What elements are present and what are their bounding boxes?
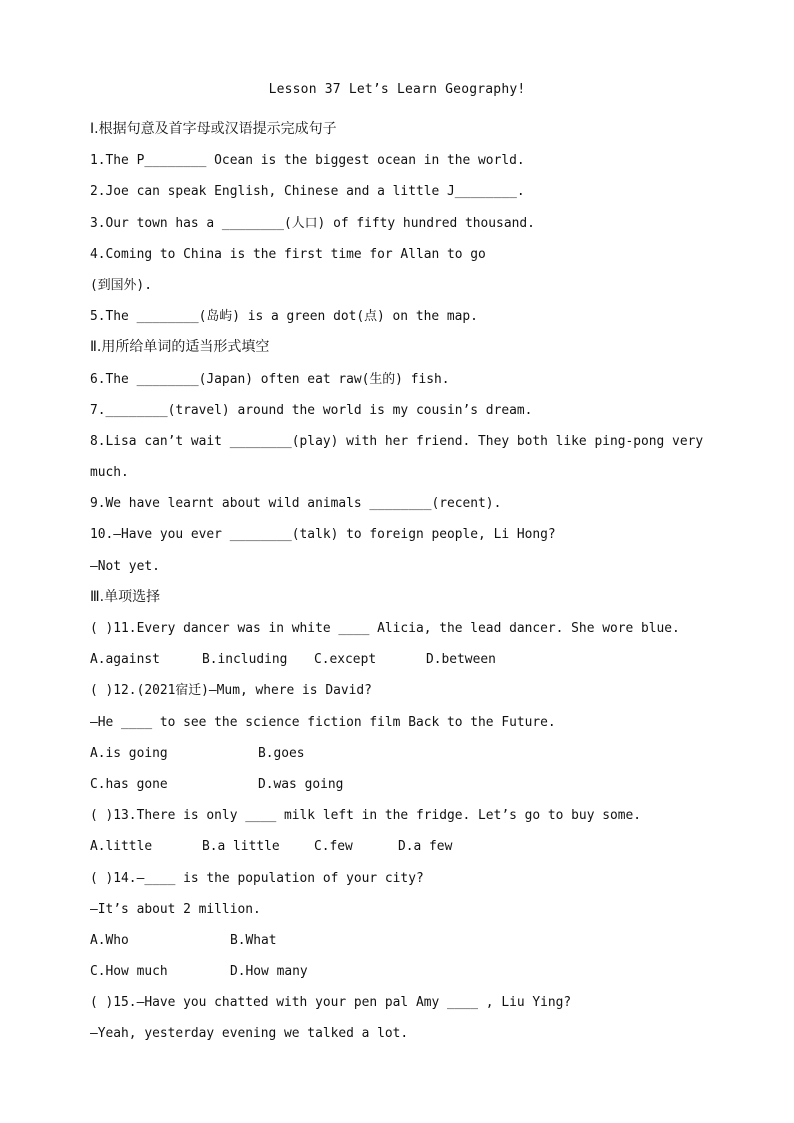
question-6: 6.The ________(Japan) often eat raw(生的) fish. bbox=[90, 371, 450, 387]
question-14-answer: —It’s about 2 million. bbox=[90, 901, 261, 917]
q12-option-b: B.goes bbox=[258, 745, 305, 761]
worksheet-body bbox=[90, 114, 730, 1050]
question-12: ( )12.(2021宿迁)—Mum, where is David? bbox=[90, 683, 372, 699]
page-title: Lesson 37 Let’s Learn Geography! bbox=[268, 82, 526, 97]
question-15: ( )15.—Have you chatted with your pen pal Amy ____ , Liu Ying? bbox=[90, 995, 572, 1011]
question-4: 4.Coming to China is the first time for Allan to go bbox=[90, 246, 486, 262]
question-14-options-row-1 bbox=[90, 925, 730, 956]
question-5: 5.The ________(岛屿) is a green dot(点) on the map. bbox=[90, 309, 478, 325]
question-8-continued: much. bbox=[90, 465, 129, 481]
q11-option-c: C.except bbox=[314, 652, 377, 668]
section-2-heading: Ⅱ.用所给单词的适当形式填空 bbox=[90, 339, 270, 356]
section-3-heading: Ⅲ.单项选择 bbox=[90, 588, 161, 605]
question-15-answer: —Yeah, yesterday evening we talked a lot. bbox=[90, 1026, 409, 1042]
question-8: 8.Lisa can’t wait ________(play) with her friend. They both like ping-pong very bbox=[90, 433, 704, 449]
q14-option-d: D.How many bbox=[230, 964, 308, 980]
question-4-continued: (到国外). bbox=[90, 277, 152, 293]
question-2: 2.Joe can speak English, Chinese and a little J________. bbox=[90, 184, 525, 200]
question-11-options bbox=[90, 644, 730, 675]
q11-option-b: B.including bbox=[202, 652, 288, 668]
question-14: ( )14.—____ is the population of your city? bbox=[90, 870, 424, 886]
q14-option-b: B.What bbox=[230, 932, 277, 948]
q12-option-d: D.was going bbox=[258, 776, 344, 792]
question-9: 9.We have learnt about wild animals ________(recent). bbox=[90, 496, 502, 512]
q11-option-a: A.against bbox=[90, 652, 160, 668]
question-3: 3.Our town has a ________(人口) of fifty hundred thousand. bbox=[90, 215, 535, 231]
q13-option-d: D.a few bbox=[398, 839, 453, 855]
question-11: ( )11.Every dancer was in white ____ Alicia, the lead dancer. She wore blue. bbox=[90, 621, 680, 636]
question-13: ( )13.There is only ____ milk left in the fridge. Let’s go to buy some. bbox=[90, 808, 642, 824]
question-10: 10.—Have you ever ________(talk) to foreign people, Li Hong? bbox=[90, 527, 556, 543]
q11-option-d: D.between bbox=[426, 652, 496, 668]
q14-option-a: A.Who bbox=[90, 932, 129, 948]
q13-option-c: C.few bbox=[314, 839, 353, 855]
question-12-options-row-1 bbox=[90, 738, 730, 769]
section-1-heading: Ⅰ.根据句意及首字母或汉语提示完成句子 bbox=[90, 121, 337, 137]
question-12-options-row-2 bbox=[90, 769, 730, 800]
q14-option-c: C.How much bbox=[90, 964, 168, 980]
question-7: 7.________(travel) around the world is my cousin’s dream. bbox=[90, 402, 533, 418]
q12-option-a: A.is going bbox=[90, 745, 168, 761]
question-13-options bbox=[90, 831, 730, 862]
question-1: 1.The P________ Ocean is the biggest ocean in the world. bbox=[90, 153, 525, 169]
q13-option-b: B.a little bbox=[202, 839, 280, 855]
q12-option-c: C.has gone bbox=[90, 776, 168, 792]
q13-option-a: A.little bbox=[90, 839, 153, 855]
question-12-stem: —He ____ to see the science fiction film Back to the Future. bbox=[90, 714, 556, 730]
question-10-answer: —Not yet. bbox=[90, 558, 160, 574]
question-14-options-row-2 bbox=[90, 956, 730, 987]
